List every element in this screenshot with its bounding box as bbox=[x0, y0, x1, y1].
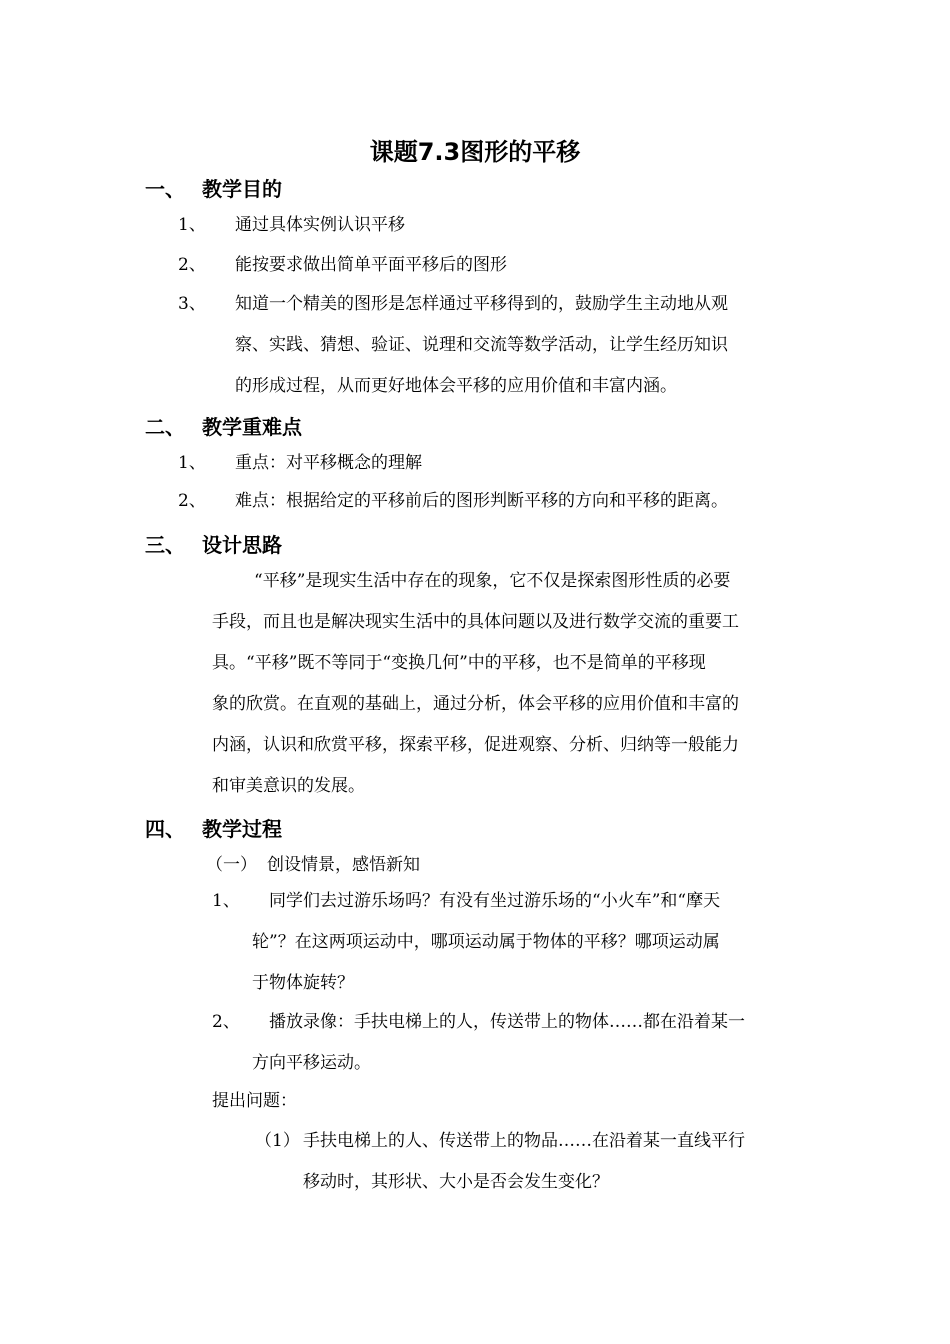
list-text: 通过具体实例认识平移 bbox=[235, 215, 405, 235]
list-item bbox=[178, 443, 422, 484]
section-heading-3 bbox=[145, 529, 282, 558]
list-text: 难点：根据给定的平移前后的图形判断平移的方向和平移的距离。 bbox=[235, 491, 728, 511]
list-number: 1、 bbox=[212, 891, 240, 911]
list-number: 1、 bbox=[178, 215, 206, 235]
design-paragraph bbox=[212, 561, 808, 807]
list-text: 方向平移运动。 bbox=[252, 1053, 371, 1073]
list-text: 同学们去过游乐场吗？有没有坐过游乐场的“小火车”和“摩天 bbox=[269, 891, 721, 911]
paragraph-line: 内涵，认识和欣赏平移，探索平移，促进观察、分析、归纳等一般能力 bbox=[212, 735, 739, 755]
subsection-heading bbox=[206, 845, 420, 886]
section-heading-1 bbox=[145, 173, 282, 202]
list-text: 察、实践、猜想、验证、说理和交流等数学活动，让学生经历知识 bbox=[235, 335, 728, 355]
paragraph-line: 和审美意识的发展。 bbox=[212, 776, 365, 796]
section-heading-4 bbox=[145, 813, 282, 842]
question-text: 移动时，其形状、大小是否会发生变化？ bbox=[303, 1172, 609, 1192]
subsection-number: （一） bbox=[206, 855, 257, 875]
section-title: 教学目的 bbox=[202, 177, 282, 201]
document-title: 课题7.3图形的平移 bbox=[369, 138, 581, 166]
list-item bbox=[178, 245, 507, 286]
section-title: 教学重难点 bbox=[202, 415, 302, 439]
paragraph-line: 象的欣赏。在直观的基础上，通过分析，体会平移的应用价值和丰富的 bbox=[212, 694, 739, 714]
list-item bbox=[212, 881, 720, 1004]
subsection-title: 创设情景，感悟新知 bbox=[267, 855, 420, 875]
section-number: 三、 bbox=[145, 533, 185, 557]
list-item bbox=[178, 481, 728, 522]
list-item bbox=[178, 205, 405, 246]
list-number: 1、 bbox=[178, 453, 206, 473]
section-number: 一、 bbox=[145, 177, 185, 201]
question-number: （1） bbox=[255, 1131, 300, 1151]
list-text: 知道一个精美的图形是怎样通过平移得到的，鼓励学生主动地从观 bbox=[235, 294, 728, 314]
list-text: 于物体旋转？ bbox=[252, 973, 354, 993]
list-text: 能按要求做出简单平面平移后的图形 bbox=[235, 255, 507, 275]
list-number: 3、 bbox=[178, 294, 206, 314]
list-number: 2、 bbox=[212, 1012, 240, 1032]
section-title: 教学过程 bbox=[202, 817, 282, 841]
prompt-text: 提出问题： bbox=[212, 1091, 297, 1111]
list-number: 2、 bbox=[178, 491, 206, 511]
paragraph-line: “平移”是现实生活中存在的现象，它不仅是探索图形性质的必要 bbox=[254, 571, 731, 591]
list-text: 播放录像：手扶电梯上的人，传送带上的物体……都在沿着某一 bbox=[269, 1012, 745, 1032]
paragraph-line: 具。“平移”既不等同于“变换几何”中的平移，也不是简单的平移现 bbox=[212, 653, 706, 673]
section-number: 二、 bbox=[145, 415, 185, 439]
list-text: 轮”？在这两项运动中，哪项运动属于物体的平移？哪项运动属 bbox=[252, 932, 720, 952]
list-text: 的形成过程，从而更好地体会平移的应用价值和丰富内涵。 bbox=[235, 376, 677, 396]
list-item bbox=[178, 284, 728, 407]
section-number: 四、 bbox=[145, 817, 185, 841]
question-text: 手扶电梯上的人、传送带上的物品……在沿着某一直线平行 bbox=[303, 1131, 745, 1151]
paragraph-line: 手段，而且也是解决现实生活中的具体问题以及进行数学交流的重要工 bbox=[212, 612, 739, 632]
section-title: 设计思路 bbox=[202, 533, 282, 557]
list-text: 重点：对平移概念的理解 bbox=[235, 453, 422, 473]
list-item bbox=[212, 1002, 745, 1084]
section-heading-2 bbox=[145, 411, 302, 440]
list-number: 2、 bbox=[178, 255, 206, 275]
question-item bbox=[255, 1121, 745, 1203]
